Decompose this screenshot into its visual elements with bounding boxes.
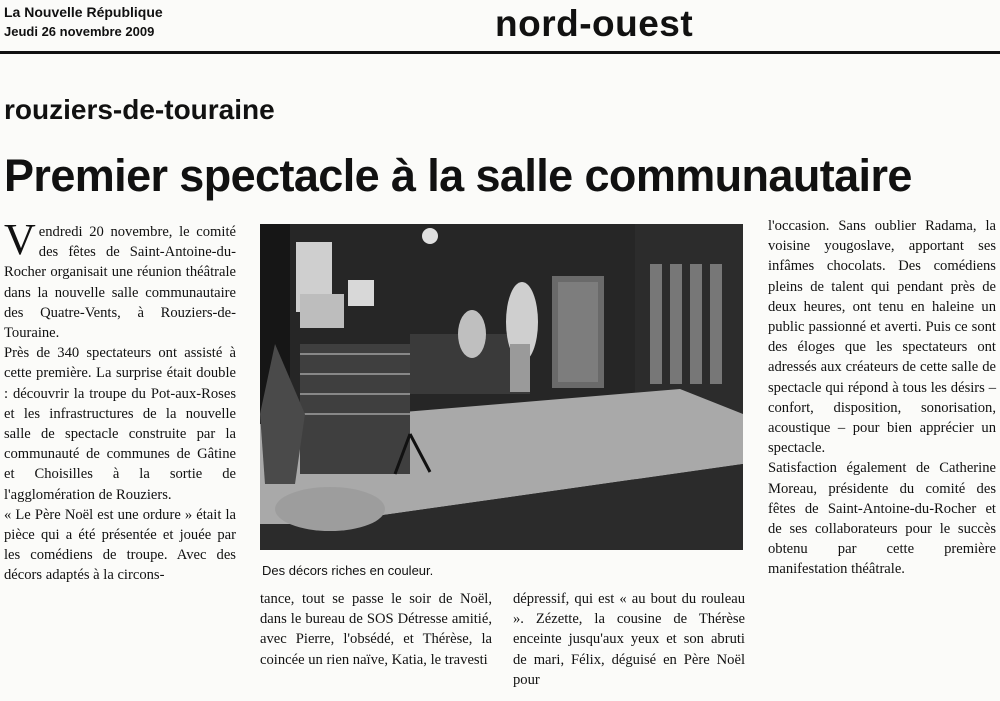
paragraph: dépressif, qui est « au bout du rouleau ». Zézette, la cousine de Thérèse enceinte jusqu'aux yeux et son abruti de mari, Félix, déguisé en Père Noël pour [513, 591, 745, 688]
publication-date: Jeudi 26 novembre 2009 [4, 24, 155, 39]
photo-caption: Des décors riches en couleur. [262, 563, 434, 578]
paragraph-text: endredi 20 novembre, le comité des fêtes de Saint-Antoine-du-Rocher organisait une réunion théâtrale dans la nouvelle salle communautaire des Quatre-Vents, à Rouziers-de-Touraine. [4, 224, 236, 342]
header-rule [0, 51, 1000, 54]
stage-photo [260, 224, 743, 550]
article-column-2b [513, 589, 745, 690]
paragraph [4, 215, 236, 343]
paragraph: « Le Père Noël est une ordure » était la pièce qui a été présentée et jouée par les comédiens de troupe. Avec des décors adaptés à la circons- [4, 506, 236, 584]
article-column-1 [4, 215, 236, 586]
section-title: nord-ouest [495, 3, 694, 44]
article-headline: Premier spectacle à la salle communautaire [4, 150, 912, 201]
paragraph: Près de 340 spectateurs ont assisté à cette première. La surprise était double : découvrir la troupe du Pot-aux-Roses et les infrastructures de la nouvelle salle de spectacle construite par la communauté de communes de Gâtine et Choisilles à la sortie de l'agglomération de Rouziers. [4, 345, 236, 503]
article-column-2 [260, 589, 492, 670]
article-location: rouziers-de-touraine [4, 94, 275, 125]
drop-cap: V [4, 215, 36, 264]
paragraph: Satisfaction également de Catherine Moreau, présidente du comité des fêtes de Saint-Antoine-du-Rocher et de ses collaborateurs pour le succès obtenu par cette première manifestation théâtrale. [768, 460, 996, 578]
publication-name: La Nouvelle République [4, 4, 163, 20]
stage-photo-image [260, 224, 743, 550]
paragraph: l'occasion. Sans oublier Radama, la voisine yougoslave, apportant ses infâmes chocolats. Des comédiens pleins de talent qui pendant près de deux heures, ont tenu en haleine un public passionné et averti. Puis ce sont des éloges que les spectateurs ont adressés aux créateurs de cette salle de spectacle qui répond à tous les désirs – confort, disposition, sonorisation, acoustique – pour bien apprécier un spectacle. [768, 218, 996, 457]
paragraph: tance, tout se passe le soir de Noël, dans le bureau de SOS Détresse amitié, avec Pierre, l'obsédé, et Thérèse, la coincée un rien naïve, Katia, le travesti [260, 591, 492, 668]
article-column-3 [768, 216, 996, 580]
